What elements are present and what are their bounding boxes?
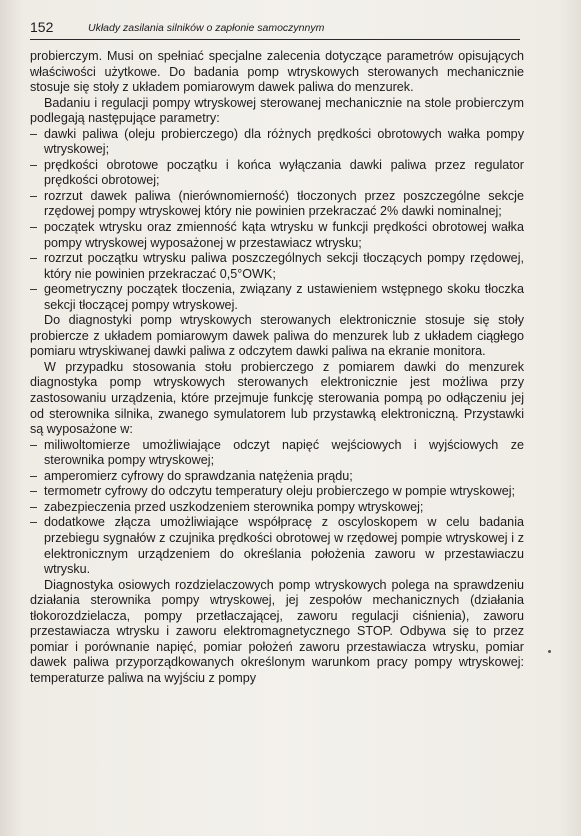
dash-bullet: – (30, 515, 38, 530)
list-item-text: początek wtrysku oraz zmienność kąta wtrysku w funkcji prędkości obrotowej wałka pompy wtryskowej wyposażonej w przestawiacz wtrysku; (44, 220, 524, 250)
paragraph-5: Diagnostyka osiowych rozdzielaczowych pomp wtryskowych polega na sprawdzeniu działania sterownika pompy wtryskowej, jej zespołów mechanicznych (działania tłokorozdzielacza, pompy przetłaczającej, zaworu regulacji ciśnienia), zaworu przestawiacza wtrysku i zaworu elektromagnetycznego STOP. Odbywa się to przez pomiar i porównanie napięć, pomiar położeń zaworu przestawiacza wtrysku, pomiar dawek paliwa przyporządkowanych określonym warunkom pracy pompy wtryskowej: temperaturze paliwa na wyjściu z pompy (30, 577, 524, 685)
page-number: 152 (30, 19, 54, 35)
list-item-text: zabezpieczenia przed uszkodzeniem sterownika pompy wtryskowej; (44, 499, 424, 514)
list-item (30, 484, 524, 500)
list-item-text: rozrzut dawek paliwa (nierównomierność) tłoczonych przez poszczególne sekcje rzędowej pompy wtryskowej który nie powinien przekraczać 2% dawki nominalnej; (44, 188, 524, 219)
list-item-text: dodatkowe złącza umożliwiające współpracę z oscyloskopem w celu badania przebiegu sygnałów z czujnika prędkości obrotowej w rzędowej pompie wtryskowej i z elektronicznym urządzeniem do określania położenia zaworu w przestawiaczu wtrysku. (44, 515, 524, 577)
list-item-text: dawki paliwa (oleju probierczego) dla różnych prędkości obrotowych wałka pompy wtryskowej; (44, 126, 524, 157)
list-item-text: miliwoltomierze umożliwiające odczyt napięć wejściowych i wyjściowych ze sterownika pompy wtryskowej; (44, 437, 524, 468)
list-item (30, 282, 524, 313)
parameters-list (30, 127, 524, 314)
list-item (30, 500, 524, 516)
paragraph-3: Do diagnostyki pomp wtryskowych sterowanych elektronicznie stosuje się stoły probiercze z układem pomiarowym dawek paliwa do menzurek lub z układem ciągłego pomiaru wtryskiwanej dawki paliwa z odczytem dawki paliwa na ekranie monitora. (30, 313, 524, 359)
paragraph-2: Badaniu i regulacji pompy wtryskowej sterowanej mechanicznie na stole probierczym podlegają następujące parametry: (30, 95, 524, 126)
dash-bullet: – (30, 251, 38, 266)
list-item-text: prędkości obrotowe początku i końca wyłączania dawki paliwa przez regulator prędkości obrotowej; (44, 157, 524, 188)
list-item (30, 220, 524, 251)
dash-bullet: – (30, 157, 38, 172)
dash-bullet: – (30, 468, 38, 483)
list-item (30, 158, 524, 189)
dash-bullet: – (30, 126, 38, 141)
dash-bullet: – (30, 282, 38, 297)
dash-bullet: – (30, 484, 38, 499)
list-item (30, 127, 524, 158)
paragraph-4: W przypadku stosowania stołu probierczego z pomiarem dawki do menzurek diagnostyka pomp wtryskowych sterowanych elektronicznie jest możliwa przy zastosowaniu urządzenia, które przejmuje funkcję sterowania pompą po odłączeniu jej od sterownika silnika, zwanego symulatorem lub przystawką elektroniczną. Przystawki są wyposażone w: (30, 359, 524, 437)
list-item (30, 515, 524, 577)
list-item-text: amperomierz cyfrowy do sprawdzania natężenia prądu; (44, 468, 353, 483)
page-header (30, 17, 520, 40)
list-item (30, 469, 524, 485)
body-text (30, 49, 524, 686)
list-item (30, 189, 524, 220)
list-item-text: termometr cyfrowy do odczytu temperatury oleju probierczego w pompie wtryskowej; (44, 484, 516, 499)
list-item (30, 438, 524, 469)
dash-bullet: – (30, 220, 38, 235)
equipment-list (30, 438, 524, 578)
list-item-text: rozrzut początku wtrysku paliwa poszczególnych sekcji tłoczących pompy rzędowej, który nie powinien przekraczać 0,5°OWK; (44, 251, 524, 281)
paragraph-1: probierczym. Musi on spełniać specjalne zalecenia dotyczące parametrów opisujących właściwości użytkowe. Do badania pomp wtryskowych sterowanych mechanicznie stosuje się stoły z układem pomiarowym dawek paliwa do menzurek. (30, 49, 524, 95)
list-item (30, 251, 524, 282)
list-item-text: geometryczny początek tłoczenia, związany z ustawieniem wstępnego skoku tłoczka sekcji tłoczącej pompy wtryskowej. (44, 282, 524, 312)
dash-bullet: – (30, 437, 38, 452)
dash-bullet: – (30, 499, 38, 514)
running-title: Układy zasilania silników o zapłonie samoczynnym (88, 22, 325, 34)
margin-speck (548, 650, 551, 653)
dash-bullet: – (30, 188, 38, 203)
